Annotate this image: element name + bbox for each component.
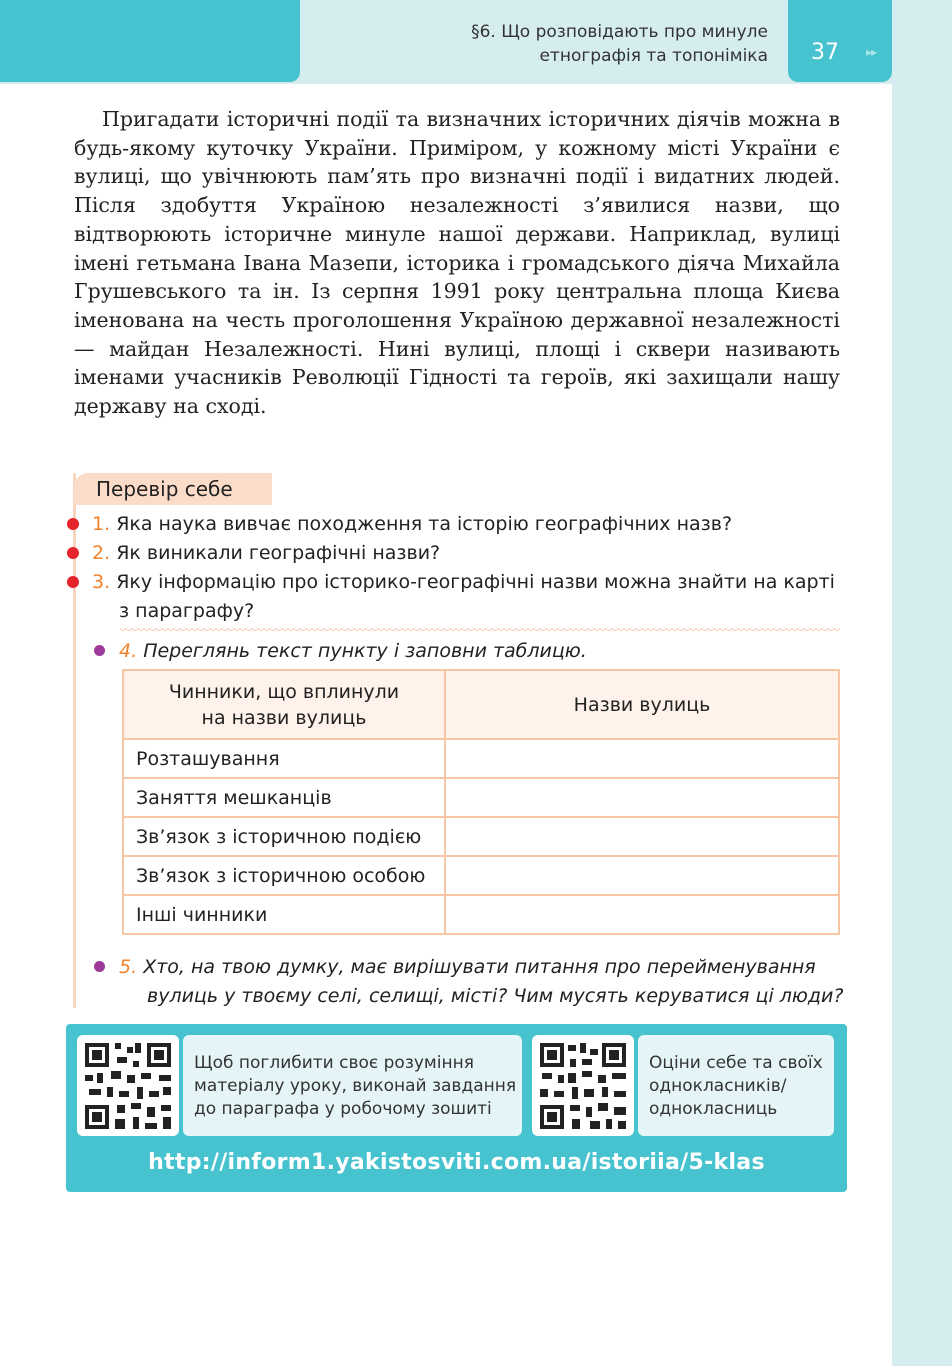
table-row [123,817,839,856]
table-cell-empty[interactable] [445,739,839,778]
qr-code-icon [77,1035,179,1136]
resource-url-link[interactable]: http://inform1.yakistosviti.com.ua/istoriia/5-klas [148,1150,765,1175]
table-header-row [123,670,839,739]
table-cell-factor: Зв’язок з історичною подією [123,817,445,856]
task-bullet-5 [94,961,105,972]
table-cell-empty[interactable] [445,778,839,817]
check-yourself-label: Перевір себе [74,473,272,505]
qr-code-workbook[interactable] [77,1035,179,1136]
task-5: 5. Хто, на твою думку, має вирішувати питання про перейменування [119,956,816,978]
task-bullet-4 [94,645,105,656]
street-names-table [122,669,840,935]
table-row [123,856,839,895]
next-arrows-icon: ▸▸ [866,45,877,59]
header-accent-tab [0,0,300,82]
table-row [123,778,839,817]
table-cell-factor: Зв’язок з історичною особою [123,856,445,895]
table-cell-empty[interactable] [445,817,839,856]
section-title [471,20,768,68]
question-2: 2. Як виникали географічні назви? [92,542,441,564]
self-assessment-text: Оціни себе та своїх однокласників/ однокласниць [649,1053,823,1119]
main-paragraph: Пригадати історичні події та визначних історичних діячів можна в будь-якому куточку України. Приміром, у кожному місті України є вулиці, що увічнюють пам’ять про визначні події і видатних людей. Після здобуття Україною незалежності з’явилися назви, що відтворюють історичне минуле нашої держави. Наприклад, вулиці імені гетьмана Івана Мазепи, історика і громадського діяча Михайла Грушевського та ін. Із серпня 1991 року центральна площа Києва іменована на честь проголошення Україною державної незалежності — майдан Незалежності. Нині вулиці, площі і сквери називають іменами учасників Революції Гідності та героїв, які захищали нашу державу на сході. [74,107,840,419]
section-title-line1: §6. Що розповідають про минуле [471,22,768,42]
section-title-line2: етнографія та топоніміка [539,46,768,66]
question-bullet-3 [67,576,79,588]
table-header-factors: Чинники, що вплинули на назви вулиць [123,670,445,739]
table-row [123,739,839,778]
task-4: 4. Переглянь текст пункту і заповни таблицю. [119,640,587,662]
question-1: 1. Яка наука вивчає походження та історію географічних назв? [92,513,733,535]
main-paragraph-block [74,105,840,421]
table-cell-factor: Заняття мешканців [123,778,445,817]
qr-code-self-assessment[interactable] [532,1035,634,1136]
question-3-continued: з параграфу? [119,600,255,622]
qr-code-icon [532,1035,634,1136]
table-cell-empty[interactable] [445,895,839,934]
question-bullet-1 [67,518,79,530]
page-margin-strip [892,0,952,1366]
table-cell-empty[interactable] [445,856,839,895]
table-row [123,895,839,934]
page-number: 37 [811,40,839,65]
question-bullet-2 [67,547,79,559]
table-header-street-names: Назви вулиць [445,670,839,739]
table-cell-factor: Розташування [123,739,445,778]
page-number-box [788,0,892,82]
question-3: 3. Яку інформацію про історико-географічні назви можна знайти на карті [92,571,835,593]
task-5-continued: вулиць у твоєму селі, селищі, місті? Чим мусять керуватися ці люди? [147,985,844,1007]
wavy-divider [120,628,840,632]
workbook-info-text: Щоб поглибити своє розуміння матеріалу уроку, виконай завдання до параграфа у робочому зошиті [194,1053,517,1119]
table-cell-factor: Інші чинники [123,895,445,934]
